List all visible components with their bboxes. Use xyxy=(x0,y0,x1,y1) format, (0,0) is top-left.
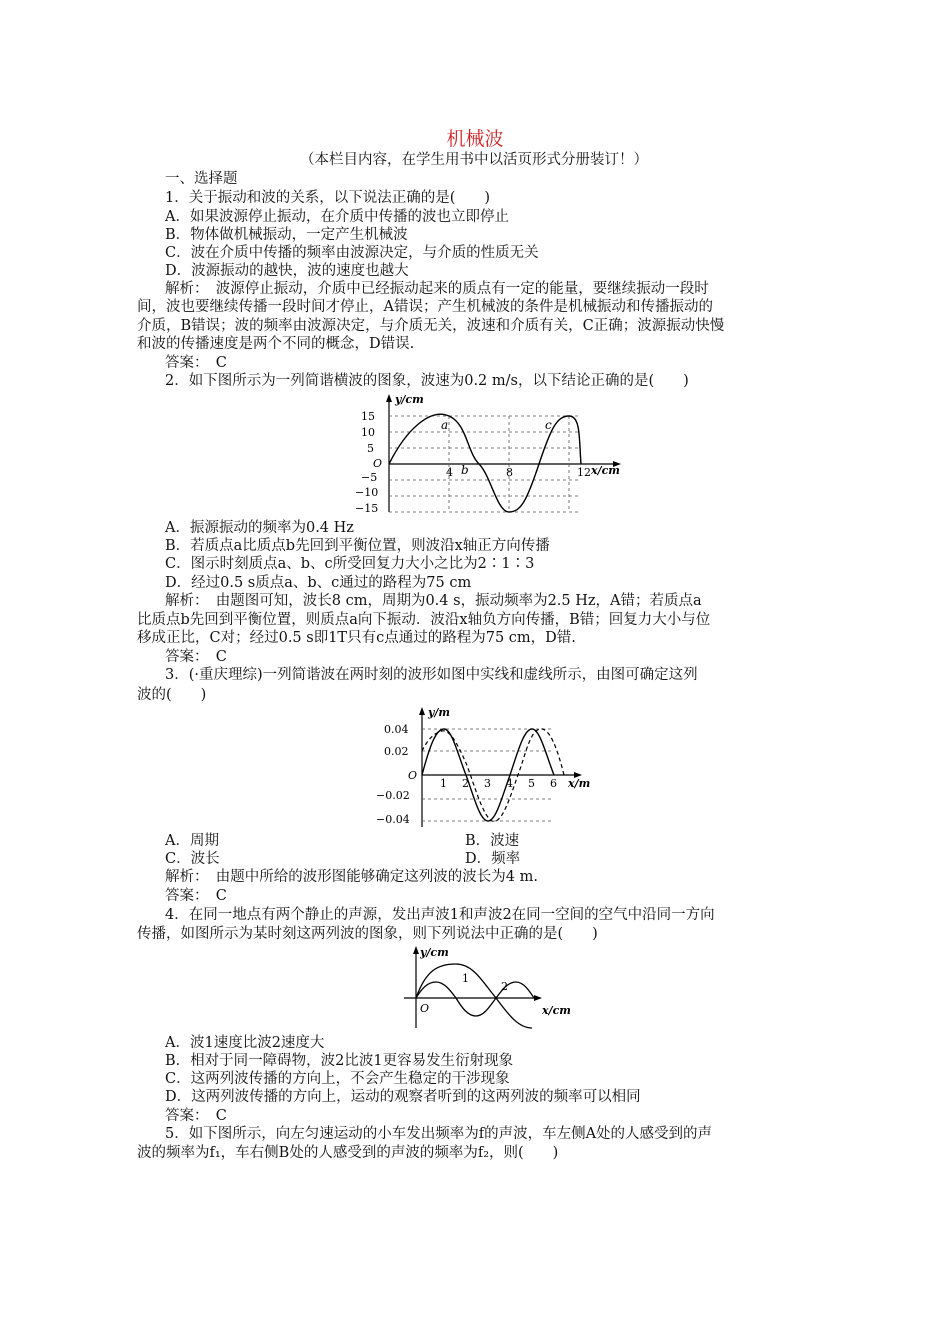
fig2-xtick: 6 xyxy=(550,777,557,790)
q1-answer: 答案： C xyxy=(165,355,227,371)
q4-option-c: C．这两列波传播的方向上，不会产生稳定的干涉现象 xyxy=(165,1071,510,1087)
fig2-ytick: 0.04 xyxy=(384,723,409,736)
q2-option-c: C．图示时刻质点a、b、c所受回复力大小之比为2∶1∶3 xyxy=(165,556,535,572)
q2-option-b: B．若质点a比质点b先回到平衡位置，则波沿x轴正方向传播 xyxy=(165,538,550,554)
q1-option-c: C．波在介质中传播的频率由波源决定，与介质的性质无关 xyxy=(165,245,539,261)
fig2-ytick: 0.02 xyxy=(384,745,409,758)
fig1-ytick: 10 xyxy=(361,426,375,439)
q2-option-d: D．经过0.5 s质点a、b、c通过的路程为75 cm xyxy=(165,575,472,591)
q3-analysis: 解析： 由题中所给的波形图能够确定这列波的波长为4 m. xyxy=(165,869,538,885)
fig2-xtick: 1 xyxy=(440,777,447,790)
q4-stem-line: 传播，如图所示为某时刻这两列波的图象，则下列说法中正确的是( ) xyxy=(137,926,598,942)
q3-stem-line: 波的( ) xyxy=(137,687,207,703)
fig1-xtick: 4 xyxy=(446,466,453,479)
q5-stem-line: 波的频率为f₁，车右侧B处的人感受到的声波的频率为f₂，则( ) xyxy=(137,1145,559,1161)
q2-option-a: A．振源振动的频率为0.4 Hz xyxy=(165,520,354,536)
fig3-wave1-label: 1 xyxy=(462,972,469,985)
q2-analysis-line: 移成正比，C对；经过0.5 s即1T只有c点通过的路程为75 cm，D错. xyxy=(137,630,576,646)
q2-analysis-line: 比质点b先回到平衡位置，则质点a向下振动．波沿x轴负方向传播，B错；回复力大小与位 xyxy=(137,612,711,628)
q4-wave-figure xyxy=(400,944,580,1030)
q1-analysis-line: 解析： 波源停止振动，介质中已经振动起来的质点有一定的能量，要继续振动一段时 xyxy=(165,281,709,297)
fig1-ytick: −15 xyxy=(355,502,379,515)
q2-stem: 2．如下图所示为一列简谐横波的图象，波速为0.2 m/s，以下结论正确的是( ) xyxy=(165,373,689,389)
q1-analysis-line: 和波的传播速度是两个不同的概念，D错误. xyxy=(137,336,415,352)
q1-analysis-line: 间，波也要继续传播一段时间才停止，A错误；产生机械波的条件是机械振动和传播振动的 xyxy=(137,299,713,315)
fig2-xtick: 4 xyxy=(506,777,513,790)
q2-analysis-line: 解析： 由题图可知，波长8 cm，周期为0.4 s，振动频率为2.5 Hz，A错；若质点a xyxy=(165,593,702,609)
fig2-ylabel: y/m xyxy=(428,706,451,719)
q3-answer: 答案： C xyxy=(165,888,227,904)
fig2-ytick: −0.02 xyxy=(376,789,410,802)
q1-analysis-line: 介质，B错误；波的频率由波源决定，与介质无关，波速和介质有关，C正确；波源振动快慢 xyxy=(137,318,725,334)
fig1-ytick: 15 xyxy=(361,410,375,423)
q5-stem-line: 5．如下图所示，向左匀速运动的小车发出频率为f的声波，车左侧A处的人感受到的声 xyxy=(165,1126,713,1142)
q3-option-b: B．波速 xyxy=(465,833,520,849)
q2-wave-figure xyxy=(355,392,625,516)
fig2-xlabel: x/m xyxy=(568,777,591,790)
fig1-ylabel: y/cm xyxy=(395,393,424,406)
fig2-ytick: −0.04 xyxy=(376,813,410,826)
q4-option-a: A．波1速度比波2速度大 xyxy=(165,1035,325,1051)
q1-option-d: D．波源振动的越快，波的速度也越大 xyxy=(165,263,409,279)
q3-option-c: C．波长 xyxy=(165,851,220,867)
fig3-xlabel: x/cm xyxy=(542,1004,571,1017)
fig2-xtick: 3 xyxy=(484,777,491,790)
q1-stem: 1．关于振动和波的关系，以下说法正确的是( ) xyxy=(165,190,491,206)
fig1-xtick: 12 xyxy=(577,466,591,479)
fig3-wave2-label: 2 xyxy=(501,980,508,993)
fig1-point-b: b xyxy=(461,463,469,477)
q4-option-b: B．相对于同一障碍物，波2比波1更容易发生衍射现象 xyxy=(165,1053,514,1069)
fig1-origin: O xyxy=(373,457,383,470)
fig1-xlabel: x/cm xyxy=(591,464,620,477)
q3-stem-line: 3．(·重庆理综)一列简谐波在两时刻的波形如图中实线和虚线所示，由图可确定这列 xyxy=(165,667,698,683)
q1-option-a: A．如果波源停止振动，在介质中传播的波也立即停止 xyxy=(165,209,509,225)
fig1-ytick: 5 xyxy=(367,442,374,455)
fig1-ytick: −5 xyxy=(361,471,378,484)
fig2-origin: O xyxy=(408,769,418,782)
section-heading: 一、选择题 xyxy=(165,171,238,187)
q3-option-a: A．周期 xyxy=(165,833,219,849)
q4-stem-line: 4．在同一地点有两个静止的声源，发出声波1和声波2在同一空间的空气中沿同一方向 xyxy=(165,907,715,923)
q4-option-d: D．这两列波传播的方向上，运动的观察者听到的这两列波的频率可以相同 xyxy=(165,1089,641,1105)
fig1-point-c: c xyxy=(545,418,552,432)
fig1-point-a: a xyxy=(441,418,449,432)
q3-option-d: D．频率 xyxy=(465,851,521,867)
fig1-ytick: −10 xyxy=(355,486,379,499)
page-subtitle: （本栏目内容，在学生用书中以活页形式分册装订！） xyxy=(300,152,648,168)
fig2-xtick: 5 xyxy=(528,777,535,790)
q1-option-b: B．物体做机械振动，一定产生机械波 xyxy=(165,227,408,243)
q2-answer: 答案： C xyxy=(165,649,227,665)
fig3-origin: O xyxy=(420,1002,430,1015)
fig1-xtick: 8 xyxy=(506,466,513,479)
page-title: 机械波 xyxy=(446,128,504,150)
fig2-xtick: 2 xyxy=(462,777,469,790)
q3-wave-figure xyxy=(370,705,610,829)
fig3-ylabel: y/cm xyxy=(420,946,449,959)
q4-answer: 答案： C xyxy=(165,1108,227,1124)
